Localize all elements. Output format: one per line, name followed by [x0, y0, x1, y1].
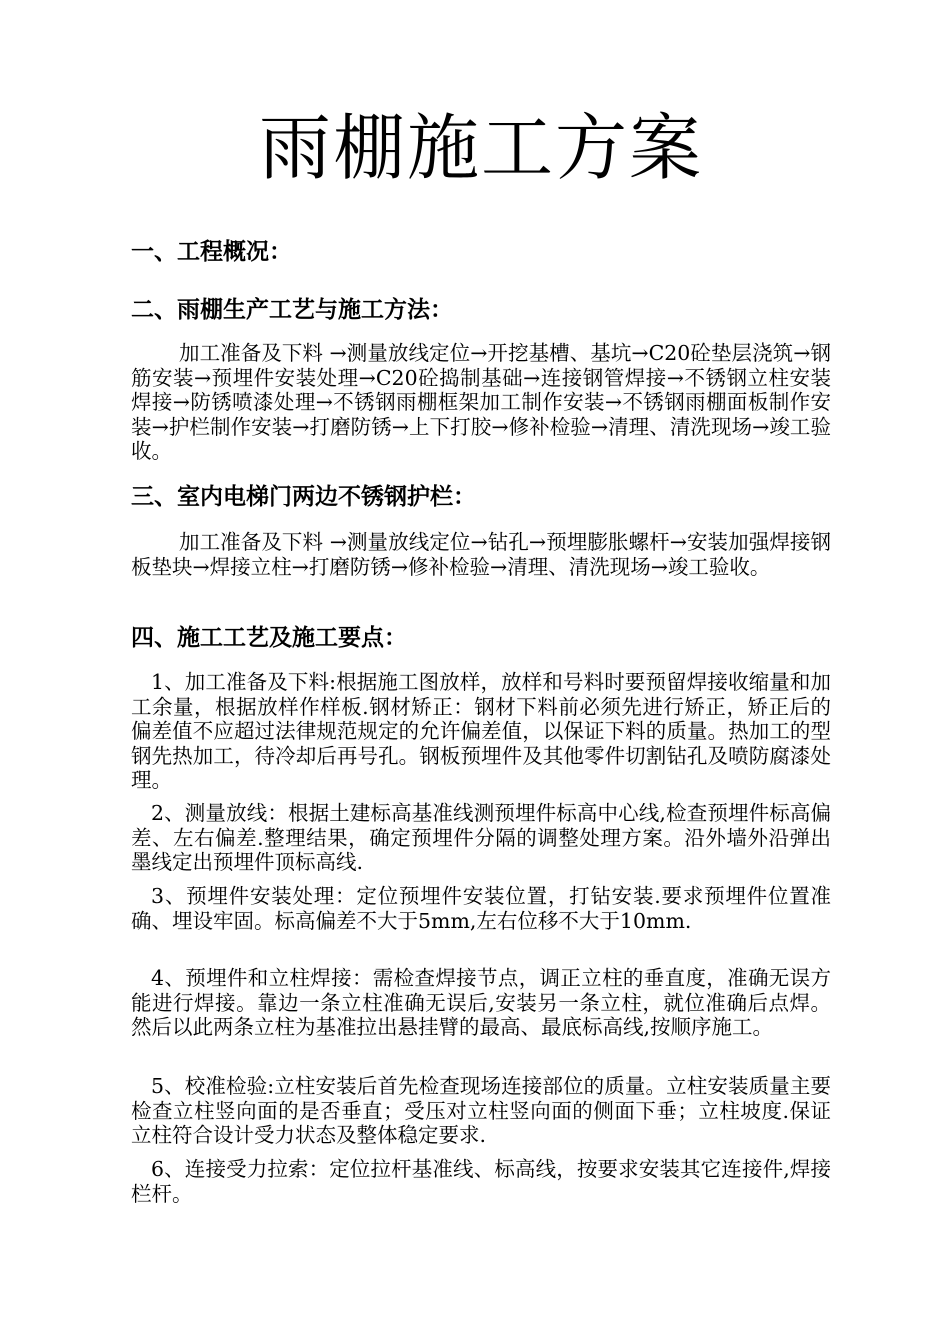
section-heading-railing: 三、室内电梯门两边不锈钢护栏：: [131, 484, 476, 510]
document-title: 雨棚施工方案: [258, 106, 703, 190]
section-heading-process: 二、雨棚生产工艺与施工方法：: [131, 297, 453, 323]
section-heading-key-points: 四、施工工艺及施工要点：: [131, 625, 407, 651]
paragraph-railing: 加工准备及下料 →测量放线定位→钻孔→预埋膨胀螺杆→安装加强焊接钢板垫块→焊接立柱→打磨防锈→修补检验→清理、清洗现场→竣工验收。: [131, 530, 831, 579]
paragraph-point-4: 4、预埋件和立柱焊接：需检查焊接节点，调正立柱的垂直度，准确无误方能进行焊接。靠边一条立柱准确无误后,安装另一条立柱，就位准确后点焊。然后以此两条立柱为基准拉出悬挂臂的最高、最底标高线,按顺序施工。: [131, 966, 831, 1039]
paragraph-point-2: 2、测量放线：根据土建标高基准线测预埋件标高中心线,检查预埋件标高偏差、左右偏差.整理结果，确定预埋件分隔的调整处理方案。沿外墙外沿弹出墨线定出预埋件顶标高线.: [131, 801, 831, 874]
paragraph-point-5: 5、校准检验:立柱安装后首先检查现场连接部位的质量。立柱安装质量主要检查立柱竖向面的是否垂直；受压对立柱竖向面的侧面下垂；立柱坡度.保证立柱符合设计受力状态及整体稳定要求.: [131, 1074, 831, 1147]
paragraph-point-3: 3、预埋件安装处理：定位预埋件安装位置，打钻安装.要求预埋件位置准确、埋设牢固。标高偏差不大于5mm,左右位移不大于10mm.: [131, 884, 831, 933]
paragraph-process: 加工准备及下料 →测量放线定位→开挖基槽、基坑→C20砼垫层浇筑→钢筋安装→预埋件安装处理→C20砼捣制基础→连接钢管焊接→不锈钢立柱安装焊接→防锈喷漆处理→不锈钢雨棚框架加工制作安装→不锈钢雨棚面板制作安装→护栏制作安装→打磨防锈→上下打胶→修补检验→清理、清洗现场→竣工验收。: [131, 341, 831, 463]
paragraph-point-1: 1、加工准备及下料:根据施工图放样，放样和号料时要预留焊接收缩量和加工余量，根据放样作样板.钢材矫正：钢材下料前必须先进行矫正，矫正后的偏差值不应超过法律规范规定的允许偏差值，以保证下料的质量。热加工的型钢先热加工，待冷却后再号孔。钢板预埋件及其他零件切割钻孔及喷防腐漆处理。: [131, 670, 831, 792]
paragraph-point-6: 6、连接受力拉索：定位拉杆基准线、标高线，按要求安装其它连接件,焊接栏杆。: [131, 1157, 831, 1206]
section-heading-overview: 一、工程概况：: [131, 239, 292, 265]
